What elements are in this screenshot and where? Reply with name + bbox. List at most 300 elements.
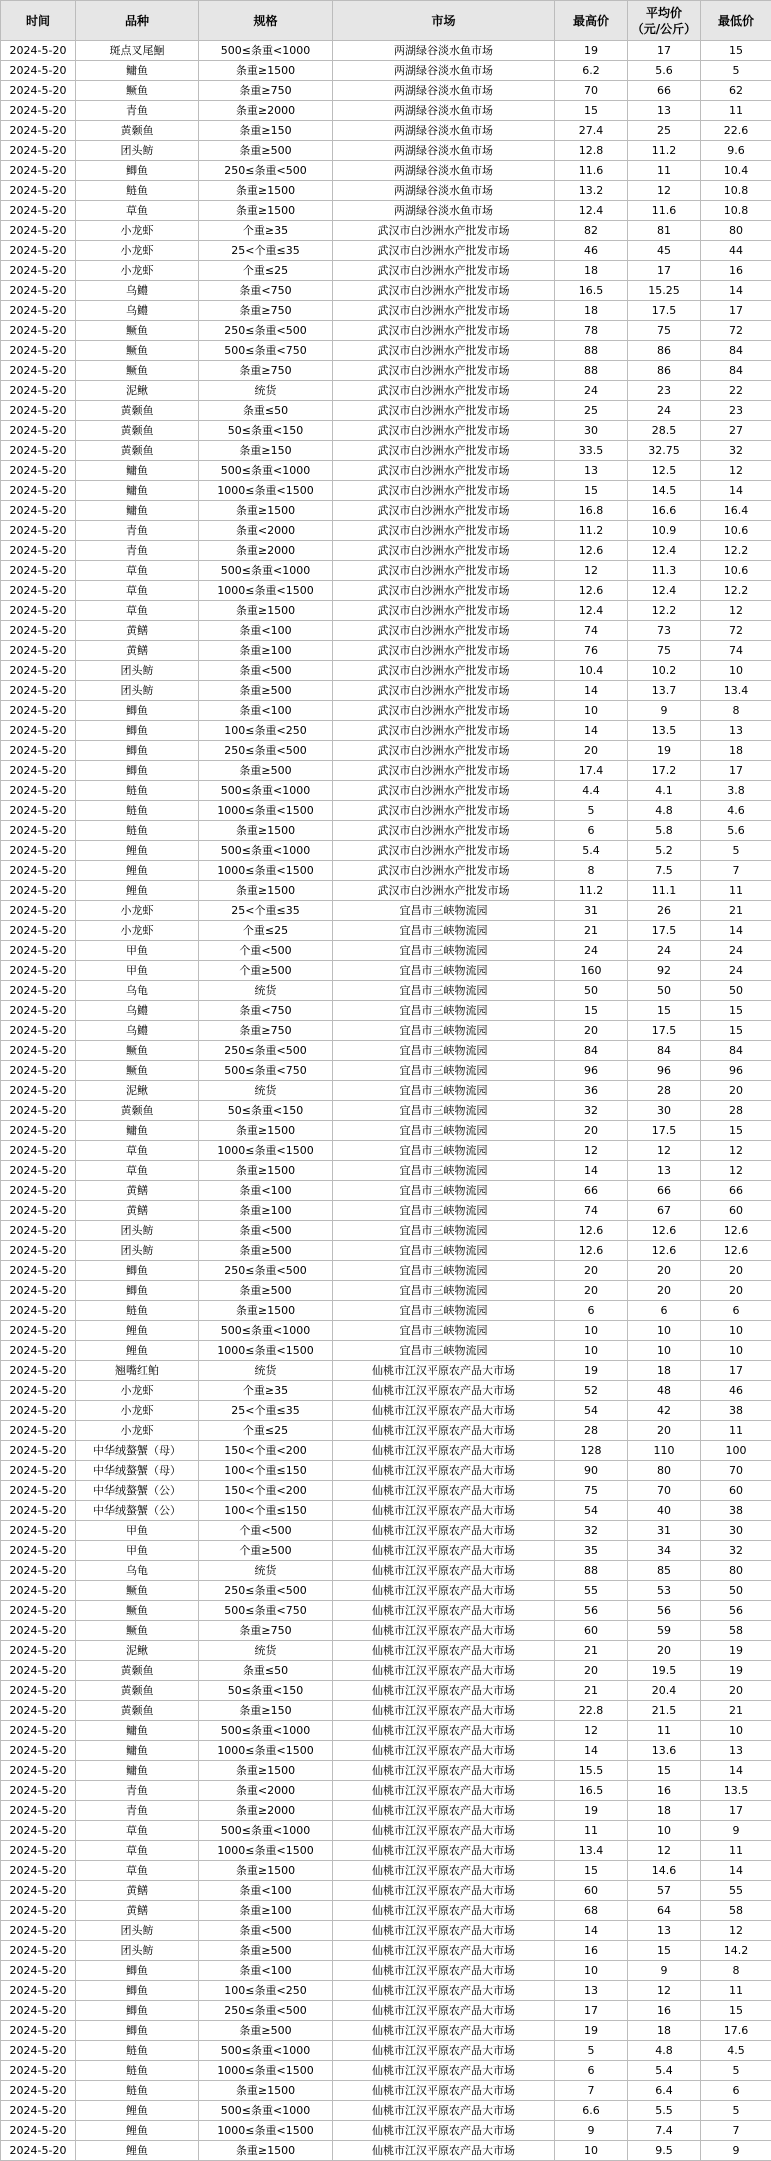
- cell-min-price: 44: [701, 241, 771, 261]
- cell-max-price: 14: [555, 1741, 628, 1761]
- cell-max-price: 22.8: [555, 1701, 628, 1721]
- table-row: [1, 941, 771, 961]
- cell-spec: 150<个重<200: [199, 1481, 333, 1501]
- table-row: [1, 1801, 771, 1821]
- cell-min-price: 20: [701, 1681, 771, 1701]
- cell-avg-price: 5.6: [628, 61, 701, 81]
- cell-time: 2024-5-20: [1, 721, 76, 741]
- cell-max-price: 82: [555, 221, 628, 241]
- cell-spec: 条重≥1500: [199, 2141, 333, 2161]
- cell-avg-price: 13.5: [628, 721, 701, 741]
- cell-avg-price: 16: [628, 1781, 701, 1801]
- cell-variety: 青鱼: [76, 521, 199, 541]
- table-row: [1, 1621, 771, 1641]
- cell-variety: 鲫鱼: [76, 701, 199, 721]
- cell-avg-price: 26: [628, 901, 701, 921]
- cell-variety: 小龙虾: [76, 1381, 199, 1401]
- cell-market: 仙桃市江汉平原农产品大市场: [333, 1941, 555, 1961]
- cell-market: 仙桃市江汉平原农产品大市场: [333, 2001, 555, 2021]
- cell-max-price: 27.4: [555, 121, 628, 141]
- cell-avg-price: 59: [628, 1621, 701, 1641]
- cell-variety: 草鱼: [76, 561, 199, 581]
- cell-variety: 黄鳝: [76, 621, 199, 641]
- header-min-price: 最低价: [701, 1, 771, 41]
- table-row: [1, 981, 771, 1001]
- cell-time: 2024-5-20: [1, 301, 76, 321]
- cell-min-price: 11: [701, 1981, 771, 2001]
- cell-market: 仙桃市江汉平原农产品大市场: [333, 1441, 555, 1461]
- cell-market: 武汉市白沙洲水产批发市场: [333, 221, 555, 241]
- cell-max-price: 46: [555, 241, 628, 261]
- cell-variety: 鲢鱼: [76, 2041, 199, 2061]
- cell-variety: 鲫鱼: [76, 1961, 199, 1981]
- cell-spec: 统货: [199, 381, 333, 401]
- cell-variety: 鳙鱼: [76, 1741, 199, 1761]
- cell-variety: 黄颡鱼: [76, 1681, 199, 1701]
- cell-spec: 条重<2000: [199, 1781, 333, 1801]
- cell-max-price: 31: [555, 901, 628, 921]
- cell-min-price: 38: [701, 1501, 771, 1521]
- cell-min-price: 72: [701, 621, 771, 641]
- cell-time: 2024-5-20: [1, 1281, 76, 1301]
- cell-spec: 统货: [199, 1561, 333, 1581]
- cell-spec: 条重≥100: [199, 1201, 333, 1221]
- cell-max-price: 20: [555, 741, 628, 761]
- cell-market: 两湖绿谷淡水鱼市场: [333, 41, 555, 61]
- cell-market: 仙桃市江汉平原农产品大市场: [333, 1761, 555, 1781]
- cell-spec: 250≤条重<500: [199, 741, 333, 761]
- cell-variety: 鲢鱼: [76, 1301, 199, 1321]
- cell-max-price: 90: [555, 1461, 628, 1481]
- cell-market: 武汉市白沙洲水产批发市场: [333, 461, 555, 481]
- cell-min-price: 10.6: [701, 561, 771, 581]
- cell-min-price: 4.6: [701, 801, 771, 821]
- cell-market: 仙桃市江汉平原农产品大市场: [333, 1961, 555, 1981]
- cell-variety: 小龙虾: [76, 921, 199, 941]
- cell-variety: 鳜鱼: [76, 1601, 199, 1621]
- cell-variety: 鲤鱼: [76, 841, 199, 861]
- cell-avg-price: 28.5: [628, 421, 701, 441]
- cell-min-price: 12: [701, 461, 771, 481]
- table-row: [1, 361, 771, 381]
- cell-market: 仙桃市江汉平原农产品大市场: [333, 1981, 555, 2001]
- cell-market: 武汉市白沙洲水产批发市场: [333, 741, 555, 761]
- cell-variety: 甲鱼: [76, 941, 199, 961]
- cell-max-price: 12.6: [555, 541, 628, 561]
- cell-spec: 条重≥750: [199, 301, 333, 321]
- cell-time: 2024-5-20: [1, 261, 76, 281]
- table-row: [1, 1961, 771, 1981]
- cell-spec: 1000≤条重<1500: [199, 1141, 333, 1161]
- table-body: [1, 41, 771, 2161]
- table-row: [1, 1461, 771, 1481]
- table-row: [1, 1881, 771, 1901]
- cell-avg-price: 17.5: [628, 1021, 701, 1041]
- cell-market: 武汉市白沙洲水产批发市场: [333, 761, 555, 781]
- table-row: [1, 1941, 771, 1961]
- cell-time: 2024-5-20: [1, 441, 76, 461]
- cell-min-price: 58: [701, 1901, 771, 1921]
- cell-time: 2024-5-20: [1, 1541, 76, 1561]
- cell-market: 宜昌市三峡物流园: [333, 981, 555, 1001]
- cell-spec: 个重≤25: [199, 921, 333, 941]
- cell-market: 仙桃市江汉平原农产品大市场: [333, 1741, 555, 1761]
- cell-market: 宜昌市三峡物流园: [333, 1221, 555, 1241]
- cell-time: 2024-5-20: [1, 1681, 76, 1701]
- cell-max-price: 60: [555, 1621, 628, 1641]
- cell-max-price: 9: [555, 2121, 628, 2141]
- cell-time: 2024-5-20: [1, 1221, 76, 1241]
- cell-avg-price: 80: [628, 1461, 701, 1481]
- cell-max-price: 5: [555, 801, 628, 821]
- cell-time: 2024-5-20: [1, 1701, 76, 1721]
- cell-max-price: 88: [555, 361, 628, 381]
- cell-market: 武汉市白沙洲水产批发市场: [333, 261, 555, 281]
- cell-market: 宜昌市三峡物流园: [333, 1241, 555, 1261]
- cell-spec: 条重≥500: [199, 141, 333, 161]
- cell-time: 2024-5-20: [1, 801, 76, 821]
- cell-max-price: 68: [555, 1901, 628, 1921]
- cell-time: 2024-5-20: [1, 921, 76, 941]
- cell-market: 武汉市白沙洲水产批发市场: [333, 641, 555, 661]
- cell-variety: 鲤鱼: [76, 861, 199, 881]
- cell-variety: 团头鲂: [76, 1921, 199, 1941]
- cell-avg-price: 12: [628, 1841, 701, 1861]
- cell-market: 武汉市白沙洲水产批发市场: [333, 441, 555, 461]
- cell-max-price: 13: [555, 461, 628, 481]
- cell-avg-price: 16: [628, 2001, 701, 2021]
- cell-max-price: 10: [555, 1321, 628, 1341]
- cell-time: 2024-5-20: [1, 1481, 76, 1501]
- cell-market: 武汉市白沙洲水产批发市场: [333, 561, 555, 581]
- cell-avg-price: 81: [628, 221, 701, 241]
- cell-spec: 条重≥2000: [199, 541, 333, 561]
- cell-min-price: 10: [701, 1721, 771, 1741]
- cell-time: 2024-5-20: [1, 101, 76, 121]
- cell-max-price: 19: [555, 2021, 628, 2041]
- cell-max-price: 12.8: [555, 141, 628, 161]
- cell-max-price: 12.6: [555, 581, 628, 601]
- table-row: [1, 1701, 771, 1721]
- cell-market: 宜昌市三峡物流园: [333, 1061, 555, 1081]
- cell-spec: 1000≤条重<1500: [199, 861, 333, 881]
- cell-avg-price: 20: [628, 1261, 701, 1281]
- cell-max-price: 20: [555, 1261, 628, 1281]
- cell-spec: 500≤条重<1000: [199, 1321, 333, 1341]
- cell-time: 2024-5-20: [1, 841, 76, 861]
- table-row: [1, 181, 771, 201]
- table-row: [1, 161, 771, 181]
- table-row: [1, 1581, 771, 1601]
- header-avg-label: 平均价: [628, 5, 700, 21]
- cell-spec: 50≤条重<150: [199, 1681, 333, 1701]
- cell-variety: 鲫鱼: [76, 161, 199, 181]
- cell-max-price: 14: [555, 721, 628, 741]
- table-row: [1, 221, 771, 241]
- cell-variety: 泥鳅: [76, 381, 199, 401]
- cell-spec: 条重≥500: [199, 761, 333, 781]
- cell-market: 武汉市白沙洲水产批发市场: [333, 841, 555, 861]
- cell-spec: 条重≥150: [199, 441, 333, 461]
- table-row: [1, 1341, 771, 1361]
- table-row: [1, 681, 771, 701]
- cell-time: 2024-5-20: [1, 1461, 76, 1481]
- cell-max-price: 88: [555, 341, 628, 361]
- cell-max-price: 55: [555, 1581, 628, 1601]
- cell-variety: 草鱼: [76, 1841, 199, 1861]
- cell-time: 2024-5-20: [1, 81, 76, 101]
- cell-max-price: 5.4: [555, 841, 628, 861]
- cell-min-price: 15: [701, 2001, 771, 2021]
- cell-variety: 团头鲂: [76, 1221, 199, 1241]
- table-row: [1, 841, 771, 861]
- cell-spec: 条重≥1500: [199, 181, 333, 201]
- table-row: [1, 1861, 771, 1881]
- cell-max-price: 10: [555, 1961, 628, 1981]
- table-row: [1, 1321, 771, 1341]
- table-row: [1, 341, 771, 361]
- cell-spec: 条重≥750: [199, 1021, 333, 1041]
- table-row: [1, 721, 771, 741]
- table-row: [1, 241, 771, 261]
- cell-variety: 鲤鱼: [76, 1341, 199, 1361]
- table-row: [1, 921, 771, 941]
- cell-spec: 100<个重≤150: [199, 1461, 333, 1481]
- cell-market: 仙桃市江汉平原农产品大市场: [333, 1701, 555, 1721]
- cell-avg-price: 84: [628, 1041, 701, 1061]
- cell-avg-price: 12: [628, 1981, 701, 2001]
- cell-time: 2024-5-20: [1, 541, 76, 561]
- cell-avg-price: 10.2: [628, 661, 701, 681]
- cell-min-price: 15: [701, 41, 771, 61]
- cell-variety: 鲤鱼: [76, 881, 199, 901]
- table-row: [1, 861, 771, 881]
- cell-min-price: 5: [701, 2061, 771, 2081]
- table-row: [1, 121, 771, 141]
- table-row: [1, 781, 771, 801]
- cell-min-price: 24: [701, 961, 771, 981]
- table-row: [1, 421, 771, 441]
- cell-variety: 鳙鱼: [76, 1121, 199, 1141]
- cell-spec: 条重<100: [199, 701, 333, 721]
- cell-market: 宜昌市三峡物流园: [333, 1201, 555, 1221]
- cell-time: 2024-5-20: [1, 1341, 76, 1361]
- cell-min-price: 19: [701, 1661, 771, 1681]
- cell-spec: 条重≥1500: [199, 1861, 333, 1881]
- cell-time: 2024-5-20: [1, 1721, 76, 1741]
- cell-min-price: 5: [701, 841, 771, 861]
- cell-time: 2024-5-20: [1, 981, 76, 1001]
- cell-market: 宜昌市三峡物流园: [333, 1081, 555, 1101]
- table-row: [1, 1361, 771, 1381]
- table-row: [1, 1261, 771, 1281]
- cell-market: 宜昌市三峡物流园: [333, 941, 555, 961]
- cell-avg-price: 10.9: [628, 521, 701, 541]
- cell-spec: 个重≥500: [199, 1541, 333, 1561]
- cell-spec: 条重≥1500: [199, 501, 333, 521]
- cell-spec: 条重≥500: [199, 1281, 333, 1301]
- cell-min-price: 84: [701, 341, 771, 361]
- cell-spec: 1000≤条重<1500: [199, 481, 333, 501]
- cell-min-price: 8: [701, 1961, 771, 1981]
- cell-avg-price: 24: [628, 401, 701, 421]
- cell-avg-price: 23: [628, 381, 701, 401]
- cell-time: 2024-5-20: [1, 941, 76, 961]
- cell-avg-price: 13: [628, 101, 701, 121]
- cell-spec: 500≤条重<1000: [199, 561, 333, 581]
- cell-time: 2024-5-20: [1, 2061, 76, 2081]
- cell-time: 2024-5-20: [1, 681, 76, 701]
- cell-max-price: 21: [555, 1681, 628, 1701]
- cell-avg-price: 17.5: [628, 921, 701, 941]
- cell-min-price: 58: [701, 1621, 771, 1641]
- cell-variety: 草鱼: [76, 1141, 199, 1161]
- cell-avg-price: 15: [628, 1761, 701, 1781]
- cell-market: 仙桃市江汉平原农产品大市场: [333, 2061, 555, 2081]
- cell-avg-price: 70: [628, 1481, 701, 1501]
- cell-variety: 泥鳅: [76, 1641, 199, 1661]
- cell-max-price: 33.5: [555, 441, 628, 461]
- cell-min-price: 4.5: [701, 2041, 771, 2061]
- cell-min-price: 96: [701, 1061, 771, 1081]
- cell-min-price: 14.2: [701, 1941, 771, 1961]
- cell-spec: 条重<100: [199, 621, 333, 641]
- cell-max-price: 74: [555, 621, 628, 641]
- cell-spec: 500≤条重<750: [199, 1601, 333, 1621]
- cell-variety: 团头鲂: [76, 661, 199, 681]
- cell-avg-price: 110: [628, 1441, 701, 1461]
- table-row: [1, 101, 771, 121]
- cell-avg-price: 12.5: [628, 461, 701, 481]
- table-row: [1, 1501, 771, 1521]
- cell-avg-price: 10: [628, 1321, 701, 1341]
- cell-variety: 鳙鱼: [76, 461, 199, 481]
- cell-time: 2024-5-20: [1, 861, 76, 881]
- table-row: [1, 821, 771, 841]
- cell-variety: 鲢鱼: [76, 181, 199, 201]
- cell-time: 2024-5-20: [1, 321, 76, 341]
- cell-variety: 中华绒螯蟹（母）: [76, 1461, 199, 1481]
- cell-market: 武汉市白沙洲水产批发市场: [333, 421, 555, 441]
- cell-spec: 条重≤50: [199, 401, 333, 421]
- cell-variety: 鳜鱼: [76, 341, 199, 361]
- cell-market: 武汉市白沙洲水产批发市场: [333, 601, 555, 621]
- cell-avg-price: 9: [628, 1961, 701, 1981]
- table-row: [1, 1001, 771, 1021]
- cell-min-price: 10: [701, 1321, 771, 1341]
- cell-variety: 乌鳢: [76, 301, 199, 321]
- cell-time: 2024-5-20: [1, 661, 76, 681]
- cell-variety: 草鱼: [76, 1821, 199, 1841]
- cell-min-price: 15: [701, 1121, 771, 1141]
- cell-max-price: 15.5: [555, 1761, 628, 1781]
- cell-market: 宜昌市三峡物流园: [333, 1001, 555, 1021]
- cell-variety: 泥鳅: [76, 1081, 199, 1101]
- cell-variety: 鲢鱼: [76, 2061, 199, 2081]
- cell-variety: 小龙虾: [76, 241, 199, 261]
- cell-min-price: 6: [701, 2081, 771, 2101]
- cell-max-price: 24: [555, 941, 628, 961]
- cell-min-price: 80: [701, 1561, 771, 1581]
- cell-min-price: 11: [701, 101, 771, 121]
- cell-variety: 甲鱼: [76, 1541, 199, 1561]
- table-row: [1, 2061, 771, 2081]
- cell-spec: 个重≥500: [199, 961, 333, 981]
- cell-time: 2024-5-20: [1, 1141, 76, 1161]
- cell-spec: 统货: [199, 1361, 333, 1381]
- cell-avg-price: 11: [628, 1721, 701, 1741]
- cell-market: 宜昌市三峡物流园: [333, 1141, 555, 1161]
- cell-avg-price: 17: [628, 41, 701, 61]
- table-row: [1, 41, 771, 61]
- cell-variety: 中华绒螯蟹（公）: [76, 1481, 199, 1501]
- cell-time: 2024-5-20: [1, 1821, 76, 1841]
- cell-time: 2024-5-20: [1, 1081, 76, 1101]
- cell-min-price: 12: [701, 1161, 771, 1181]
- cell-variety: 团头鲂: [76, 1241, 199, 1261]
- cell-market: 仙桃市江汉平原农产品大市场: [333, 2021, 555, 2041]
- cell-time: 2024-5-20: [1, 61, 76, 81]
- cell-time: 2024-5-20: [1, 1601, 76, 1621]
- cell-min-price: 14: [701, 281, 771, 301]
- cell-max-price: 11.6: [555, 161, 628, 181]
- cell-market: 仙桃市江汉平原农产品大市场: [333, 1661, 555, 1681]
- cell-variety: 小龙虾: [76, 1421, 199, 1441]
- cell-spec: 条重≥1500: [199, 1761, 333, 1781]
- cell-market: 仙桃市江汉平原农产品大市场: [333, 1821, 555, 1841]
- cell-spec: 条重<100: [199, 1181, 333, 1201]
- cell-variety: 乌鳢: [76, 281, 199, 301]
- cell-time: 2024-5-20: [1, 2021, 76, 2041]
- cell-time: 2024-5-20: [1, 221, 76, 241]
- cell-time: 2024-5-20: [1, 1881, 76, 1901]
- cell-min-price: 5: [701, 61, 771, 81]
- cell-market: 武汉市白沙洲水产批发市场: [333, 861, 555, 881]
- cell-market: 仙桃市江汉平原农产品大市场: [333, 1361, 555, 1381]
- cell-market: 武汉市白沙洲水产批发市场: [333, 401, 555, 421]
- cell-min-price: 19: [701, 1641, 771, 1661]
- cell-time: 2024-5-20: [1, 701, 76, 721]
- cell-market: 两湖绿谷淡水鱼市场: [333, 201, 555, 221]
- table-row: [1, 1481, 771, 1501]
- cell-min-price: 14: [701, 1761, 771, 1781]
- cell-time: 2024-5-20: [1, 1621, 76, 1641]
- cell-min-price: 12: [701, 1921, 771, 1941]
- cell-min-price: 100: [701, 1441, 771, 1461]
- cell-time: 2024-5-20: [1, 621, 76, 641]
- cell-variety: 乌鳢: [76, 1001, 199, 1021]
- cell-time: 2024-5-20: [1, 641, 76, 661]
- cell-market: 仙桃市江汉平原农产品大市场: [333, 1841, 555, 1861]
- cell-spec: 条重≥500: [199, 2021, 333, 2041]
- cell-spec: 500≤条重<1000: [199, 41, 333, 61]
- table-row: [1, 281, 771, 301]
- cell-market: 仙桃市江汉平原农产品大市场: [333, 1401, 555, 1421]
- cell-market: 仙桃市江汉平原农产品大市场: [333, 1681, 555, 1701]
- cell-variety: 鲤鱼: [76, 2141, 199, 2161]
- cell-variety: 鲫鱼: [76, 2021, 199, 2041]
- cell-variety: 青鱼: [76, 1801, 199, 1821]
- cell-min-price: 5.6: [701, 821, 771, 841]
- cell-variety: 中华绒螯蟹（公）: [76, 1501, 199, 1521]
- cell-variety: 鳜鱼: [76, 1581, 199, 1601]
- cell-spec: 条重≥500: [199, 681, 333, 701]
- cell-market: 仙桃市江汉平原农产品大市场: [333, 2141, 555, 2161]
- cell-avg-price: 15.25: [628, 281, 701, 301]
- cell-avg-price: 86: [628, 361, 701, 381]
- cell-max-price: 84: [555, 1041, 628, 1061]
- cell-variety: 草鱼: [76, 201, 199, 221]
